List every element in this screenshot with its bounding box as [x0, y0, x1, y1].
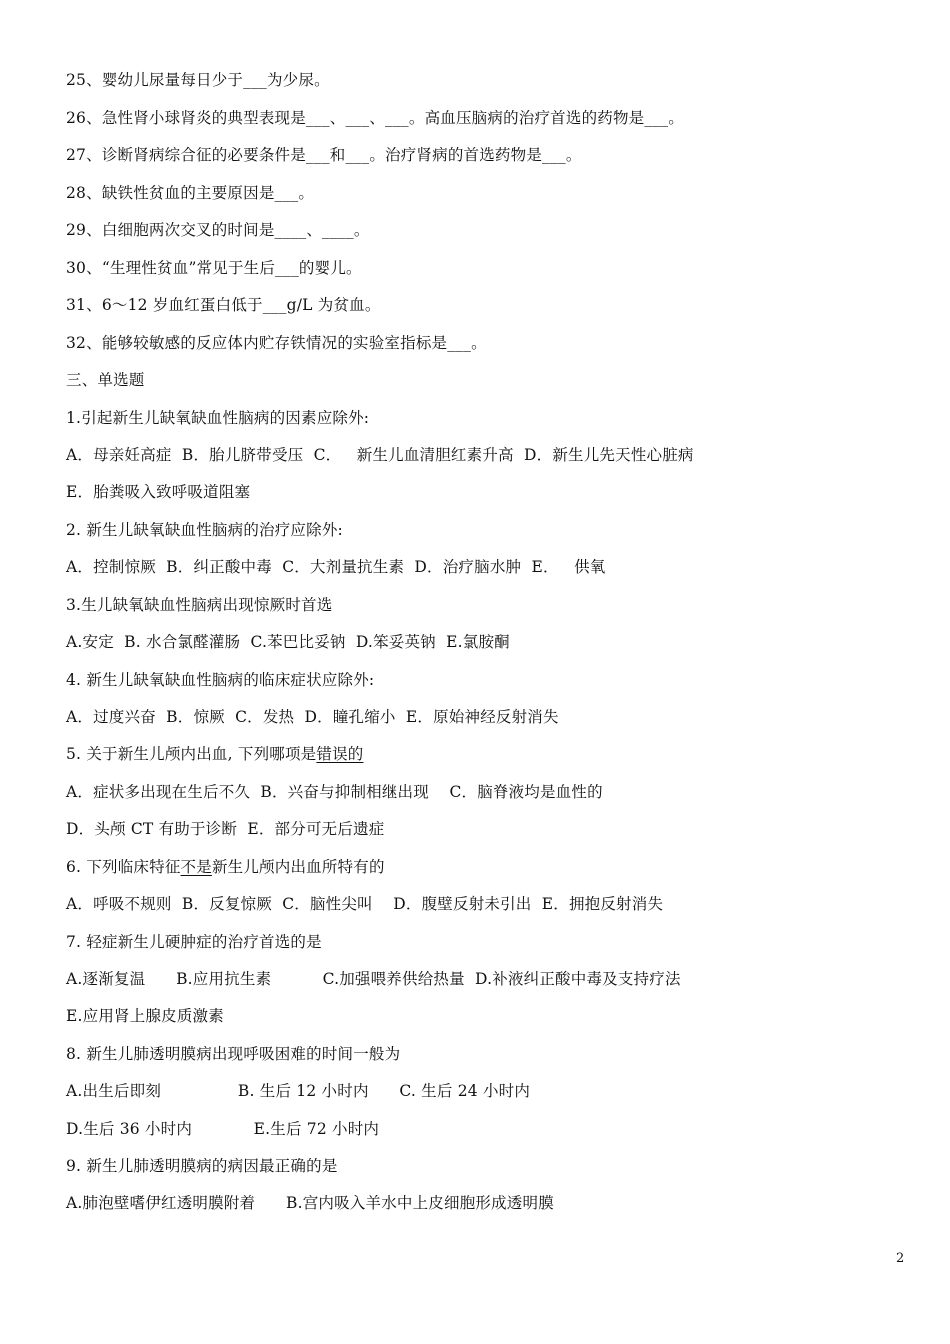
mcq-6-stem [66, 857, 385, 877]
mcq-2-stem: 2. 新生儿缺氧缺血性脑病的治疗应除外: [66, 521, 343, 539]
mcq-6-suffix: 新生儿颅内出血所特有的 [211, 858, 385, 876]
mcq-3-stem: 3.生儿缺氧缺血性脑病出现惊厥时首选 [66, 596, 333, 614]
mcq-2-options: A．控制惊厥 B．纠正酸中毒 C．大剂量抗生素 D．治疗脑水肿 E． 供氧 [66, 558, 606, 576]
question-31: 31、6～12 岁血红蛋白低于___g/L 为贫血。 [66, 296, 381, 314]
mcq-1-options: A．母亲妊高症 B．胎儿脐带受压 C． 新生儿血清胆红素升高 D．新生儿先天性心脏病 [66, 446, 694, 464]
mcq-5-prefix: 5. 关于新生儿颅内出血, 下列哪项是 [66, 745, 317, 763]
mcq-8-options: A.出生后即刻 B. 生后 12 小时内 C. 生后 24 小时内 [66, 1082, 531, 1100]
mcq-5-options: A．症状多出现在生后不久 B．兴奋与抑制相继出现 C．脑脊液均是血性的 [66, 783, 603, 801]
mcq-5-stem [66, 744, 363, 764]
question-25: 25、婴幼儿尿量每日少于___为少尿。 [66, 71, 330, 89]
question-27: 27、诊断肾病综合征的必要条件是___和___。治疗肾病的首选药物是___。 [66, 146, 582, 164]
question-28: 28、缺铁性贫血的主要原因是___。 [66, 184, 315, 202]
mcq-6-emphasis: 不是 [180, 858, 212, 876]
question-26: 26、急性肾小球肾炎的典型表现是___、___、___。高血压脑病的治疗首选的药物是___。 [66, 109, 684, 127]
mcq-4-stem: 4. 新生儿缺氧缺血性脑病的临床症状应除外: [66, 671, 375, 689]
mcq-6-prefix: 6. 下列临床特征 [66, 858, 181, 876]
mcq-5-emphasis: 错误的 [316, 745, 364, 763]
mcq-6-options: A．呼吸不规则 B．反复惊厥 C．脑性尖叫 D．腹壁反射未引出 E．拥抱反射消失 [66, 895, 664, 913]
mcq-7-options: A.逐渐复温 B.应用抗生素 C.加强喂养供给热量 D.补液纠正酸中毒及支持疗法 [66, 970, 681, 988]
mcq-3-options: A.安定 B. 水合氯醛灌肠 C.苯巴比妥钠 D.笨妥英钠 E.氯胺酮 [66, 633, 510, 651]
mcq-4-options: A．过度兴奋 B．惊厥 C．发热 D．瞳孔缩小 E．原始神经反射消失 [66, 708, 559, 726]
mcq-8-stem: 8. 新生儿肺透明膜病出现呼吸困难的时间一般为 [66, 1045, 401, 1063]
section-heading: 三、单选题 [66, 371, 145, 389]
mcq-8-options-cont: D.生后 36 小时内 E.生后 72 小时内 [66, 1120, 380, 1138]
mcq-1-stem: 1.引起新生儿缺氧缺血性脑病的因素应除外: [66, 409, 370, 427]
question-32: 32、能够较敏感的反应体内贮存铁情况的实验室指标是___。 [66, 334, 487, 352]
question-29: 29、白细胞两次交叉的时间是____、____。 [66, 221, 370, 239]
page-number: 2 [896, 1251, 905, 1266]
mcq-9-stem: 9. 新生儿肺透明膜病的病因最正确的是 [66, 1157, 338, 1175]
question-30: 30、“生理性贫血”常见于生后___的婴儿。 [66, 259, 362, 277]
mcq-7-stem: 7. 轻症新生儿硬肿症的治疗首选的是 [66, 933, 322, 951]
mcq-5-options-cont: D．头颅 CT 有助于诊断 E．部分可无后遗症 [66, 820, 385, 838]
mcq-1-options-cont: E．胎粪吸入致呼吸道阻塞 [66, 483, 251, 501]
mcq-7-options-cont: E.应用肾上腺皮质激素 [66, 1007, 224, 1025]
mcq-9-options: A.肺泡壁嗜伊红透明膜附着 B.宫内吸入羊水中上皮细胞形成透明膜 [66, 1194, 554, 1212]
